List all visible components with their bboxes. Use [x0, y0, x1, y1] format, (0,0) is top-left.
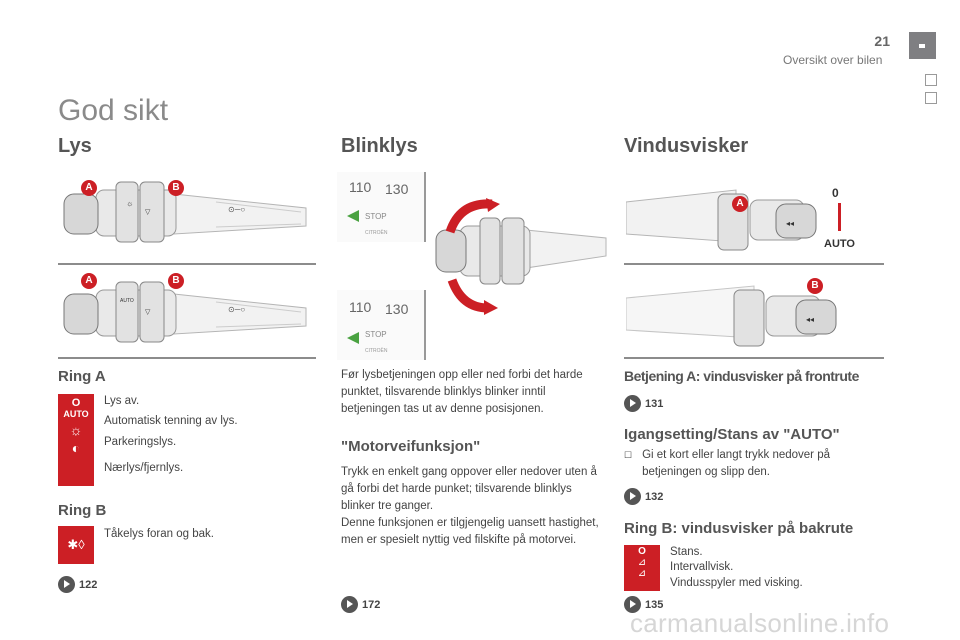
- svg-text:▽: ▽: [145, 309, 151, 316]
- svg-text:◂◂: ◂◂: [806, 315, 815, 324]
- page-ref-172[interactable]: 172: [341, 596, 380, 613]
- blinklys-text: Før lysbetjeningen opp eller ned forbi det harde punktet, tilsvarende blinklys blinker inntil betjeningen tas ut av denne posisjonen.: [341, 369, 583, 415]
- rear-wiper-interval-icon: ⊿: [637, 557, 647, 568]
- bullet-icon: ☐: [624, 450, 633, 460]
- lys-title: Lys: [58, 135, 92, 157]
- wiper-auto-label: AUTO: [824, 238, 855, 250]
- betjening-a-title: Betjening A: vindusvisker på frontrute: [624, 368, 859, 384]
- arrow-right-icon: [341, 596, 358, 613]
- dash-label: 130: [385, 181, 409, 197]
- callout-a: A: [732, 196, 748, 212]
- svg-text:◂◂: ◂◂: [786, 219, 795, 228]
- arrow-down-icon: [834, 203, 844, 231]
- ring-a-item-1: Lys av.: [104, 395, 140, 407]
- watermark: carmanualsonline.info: [630, 608, 890, 638]
- arrow-right-icon: [624, 488, 641, 505]
- page-ref-135[interactable]: 135: [624, 596, 663, 613]
- ring-a-title: Ring A: [58, 368, 106, 385]
- divider: [624, 357, 884, 359]
- callout-a: A: [81, 273, 97, 289]
- page-ref-132[interactable]: 132: [624, 488, 663, 505]
- dash-label: STOP: [365, 212, 387, 221]
- wiper-zero-label: 0: [832, 186, 839, 200]
- callout-b: B: [168, 273, 184, 289]
- section-tab[interactable]: [925, 74, 937, 86]
- wiper-stalk-image-1: [626, 180, 826, 260]
- ring-a-item-2: Automatisk tenning av lys.: [104, 415, 238, 427]
- callout-b: B: [168, 180, 184, 196]
- section-tab[interactable]: [925, 92, 937, 104]
- ring-b-item: Tåkelys foran og bak.: [104, 528, 214, 540]
- ring-a-item-4: Nærlys/fjernlys.: [104, 462, 184, 474]
- svg-text:☼: ☼: [126, 199, 134, 208]
- parking-light-icon: ☼: [69, 422, 83, 438]
- dash-label: 130: [385, 301, 409, 317]
- indicator-stalk-image: [430, 196, 610, 316]
- page-number: 21: [874, 33, 890, 49]
- ring-b-wiper-item-2: Intervallvisk.: [670, 561, 734, 573]
- callout-b: B: [807, 278, 823, 294]
- arrow-right-icon: [624, 395, 641, 412]
- ring-b-wiper-item-1: Stans.: [670, 546, 703, 558]
- dash-label: STOP: [365, 330, 387, 339]
- vindusvisker-title: Vindusvisker: [624, 135, 749, 157]
- dash-label: CITROËN: [365, 230, 388, 236]
- motorvei-text-1: Trykk en enkelt gang oppover eller nedover uten å gå forbi det harde punket; tilsvarende blinklys blinker tre ganger.: [341, 466, 597, 512]
- dash-label: 110: [349, 179, 372, 195]
- ring-b-title: Ring B: [58, 502, 107, 519]
- divider: [58, 357, 316, 359]
- ring-a-item-3: Parkeringslys.: [104, 436, 177, 448]
- zero-icon: O: [638, 546, 646, 557]
- divider: [624, 263, 884, 265]
- callout-a: A: [81, 180, 97, 196]
- divider: [58, 263, 316, 265]
- rear-wiper-icon-strip: [624, 545, 660, 591]
- svg-text:⊙─○: ⊙─○: [228, 305, 246, 314]
- indicator-dash-left-image: [337, 172, 429, 242]
- blinklys-title: Blinklys: [341, 135, 418, 157]
- ring-b-wiper-item-3: Vindusspyler med visking.: [670, 577, 803, 589]
- page-ref-131[interactable]: 131: [624, 395, 663, 412]
- igangsetting-bullet: ☐ Gi et kort eller langt trykk nedover på betjeningen og slipp den.: [624, 447, 864, 481]
- page-title: God sikt: [58, 94, 169, 127]
- headlight-icon: ◐: [71, 440, 81, 456]
- zero-icon: O: [71, 397, 81, 409]
- dash-label: 110: [349, 299, 372, 315]
- fog-light-icon: ✱◊: [58, 526, 94, 564]
- auto-icon: AUTO: [63, 409, 89, 419]
- igangsetting-title: Igangsetting/Stans av "AUTO": [624, 426, 840, 443]
- svg-text:▽: ▽: [145, 209, 151, 216]
- motorvei-title: "Motorveifunksjon": [341, 438, 481, 455]
- ring-b-wiper-title: Ring B: vindusvisker på bakrute: [624, 520, 854, 537]
- section-header: Oversikt over bilen: [783, 53, 883, 67]
- motorvei-text-2: Denne funksjonen er tilgjengelig uansett hastighet, men er spesielt nyttig ved filskifte på motorvei.: [341, 517, 599, 546]
- rear-washer-icon: ⊿: [637, 568, 647, 579]
- indicator-dash-right-image: [337, 290, 429, 360]
- arrow-right-icon: [58, 576, 75, 593]
- svg-text:AUTO: AUTO: [120, 298, 134, 304]
- page-ref-122[interactable]: 122: [58, 576, 97, 593]
- ring-a-icon-strip: [58, 394, 94, 486]
- svg-text:⊙─○: ⊙─○: [228, 205, 246, 214]
- section-tab-active[interactable]: [909, 32, 936, 59]
- dash-label: CITROËN: [365, 348, 388, 354]
